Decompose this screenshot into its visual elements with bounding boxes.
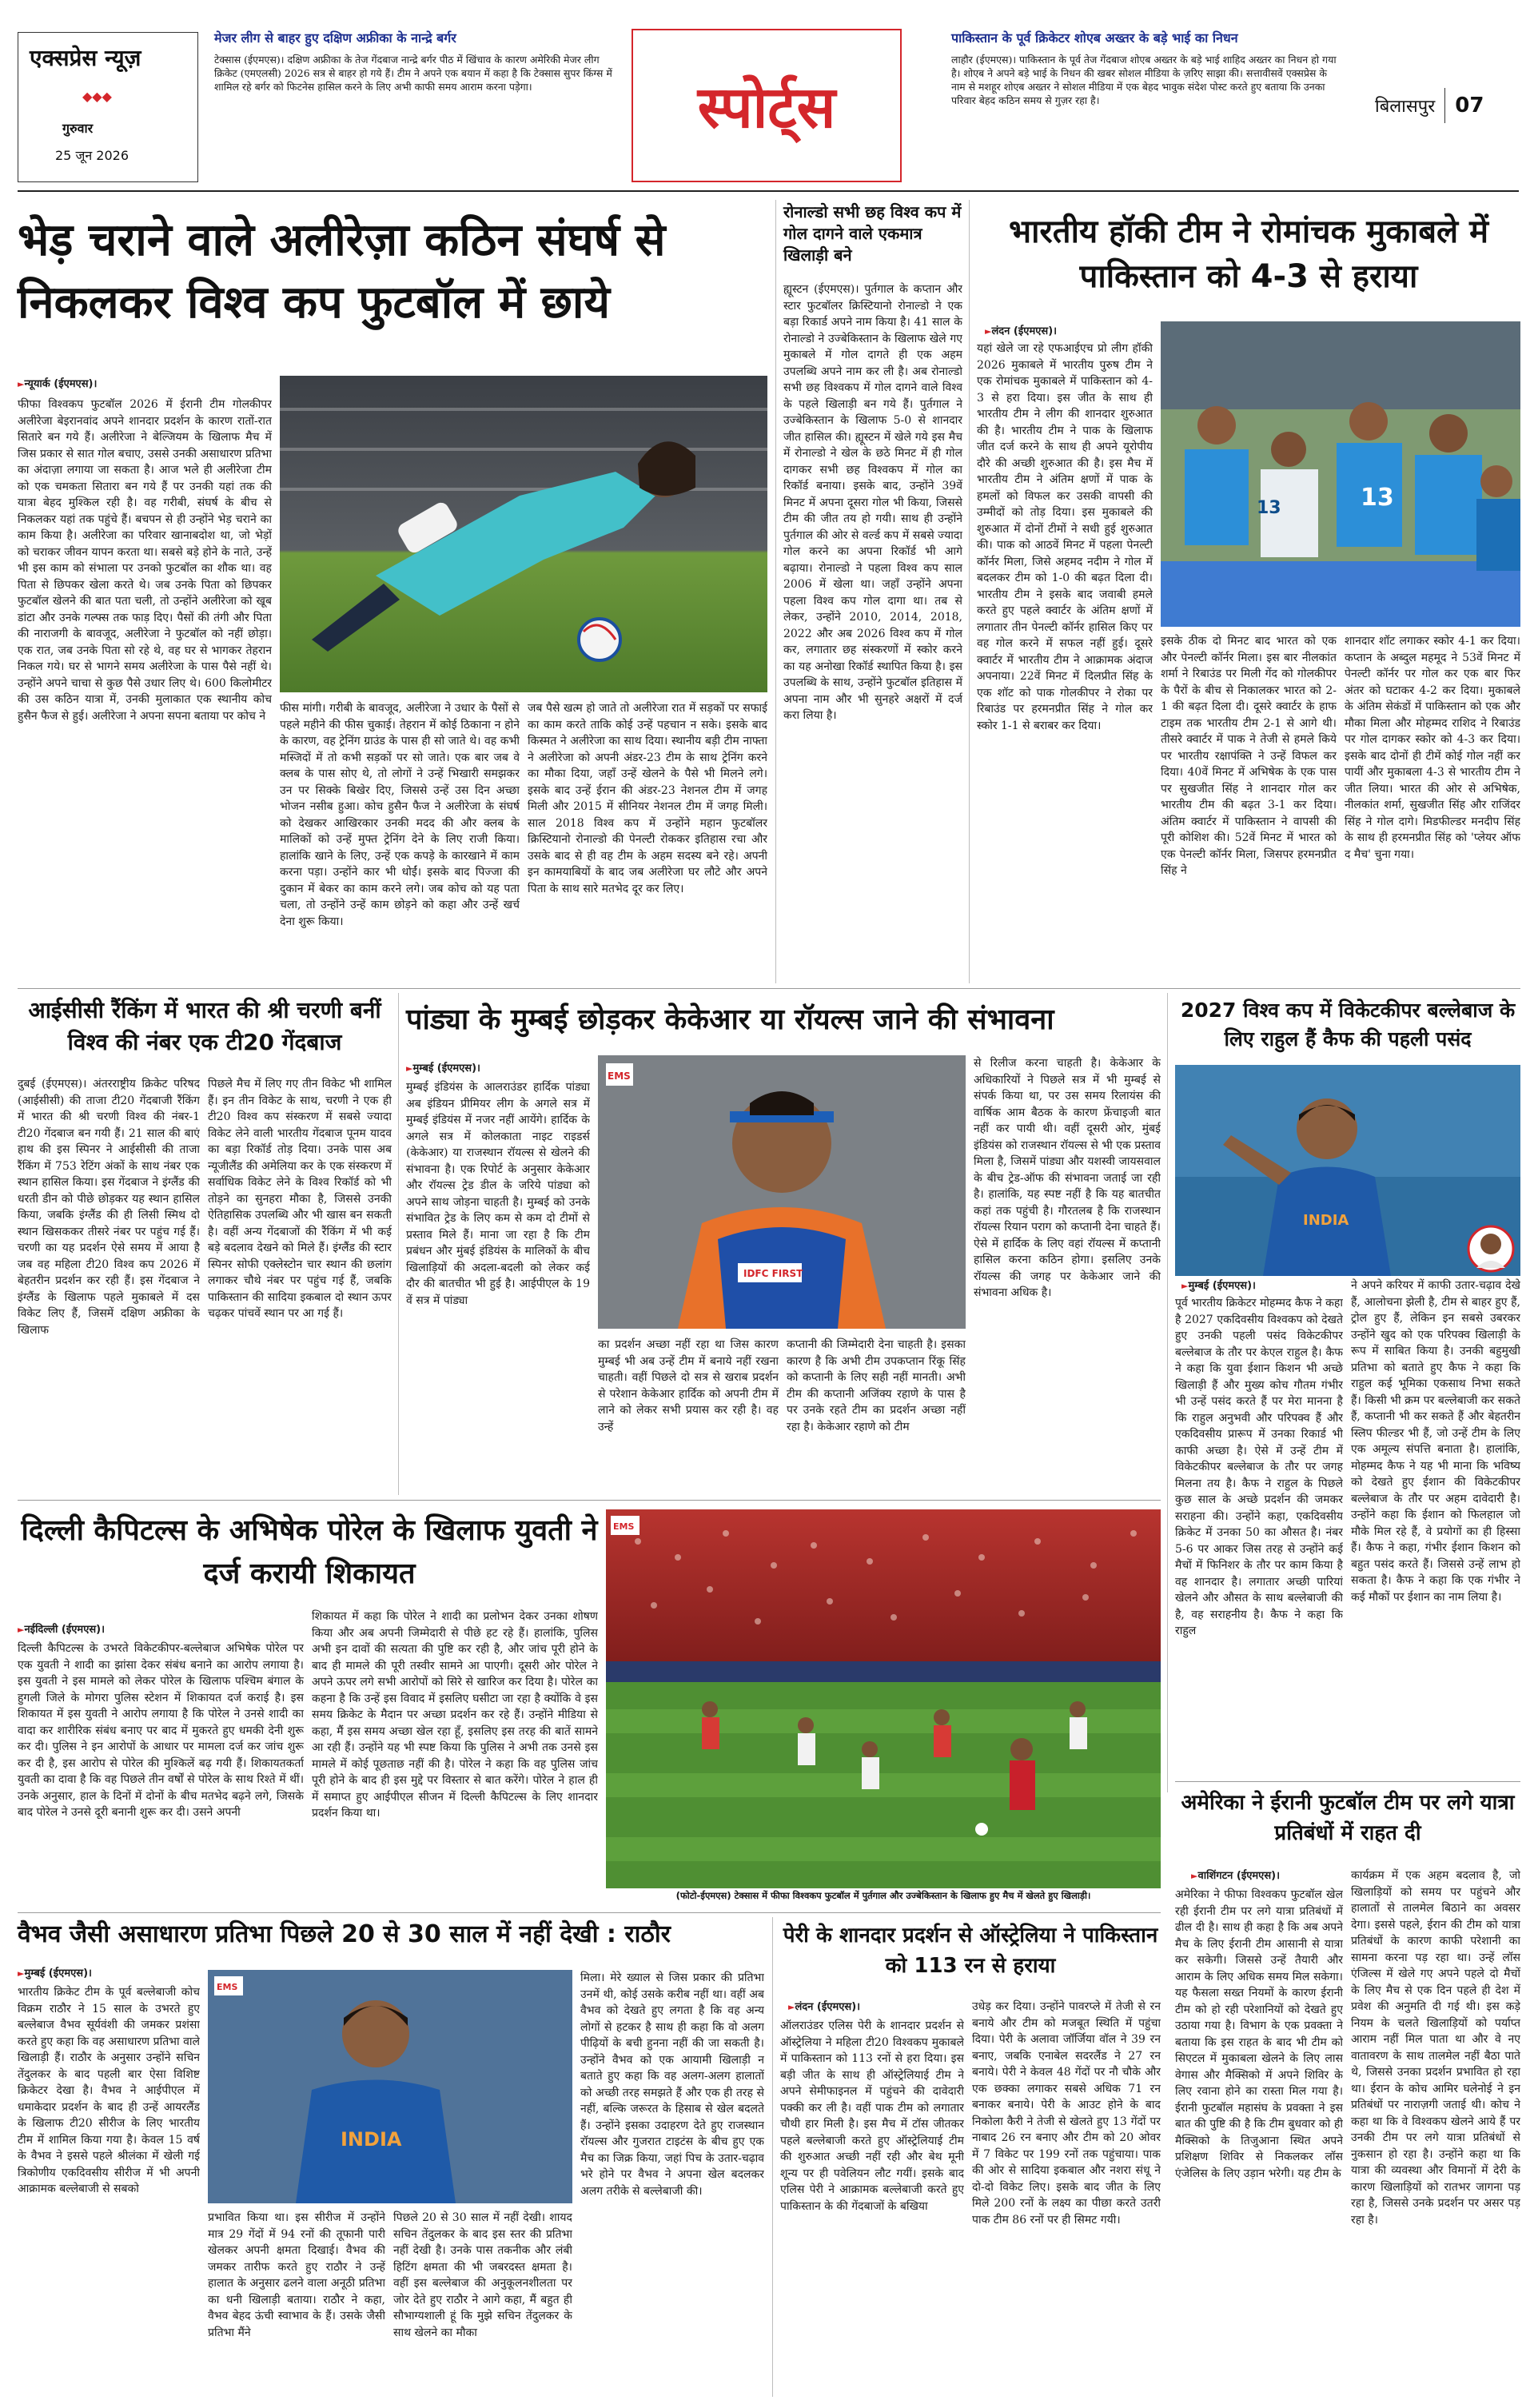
icc-col1: दुबई (ईएमएस)। अंतरराष्ट्रीय क्रिकेट परिषद (आईसीसी) की ताजा टी20 गेंदबाजी रैंकिंग में भारत की श्री चरणी विश्व की नंबर-1 टी20 गेंदबाज बन गयी हैं। 21 साल की बाएं हाथ की इस स्पिनर ने आईसीसी की ताजा रैंकिंग में 753 रेटिंग अंकों के साथ नंबर एक स्थान हासिल किया। इस गेंदबाज ने इंग्लैंड की धरती डीन को पीछे छोड़कर यह स्थान हासिल किया, जबकि इंग्लैंड की ही लिसी स्मिथ दो स्थान खिसककर तीसरे नंबर पर पहुंच गई हैं। चरणी का यह प्रदर्शन ऐसे समय में आया है जब वह महिला टी20 विश्व कप 2026 में बेहतरीन प्रदर्शन कर रही हैं। इस गेंदबाज ने इंग्लैंड के खिलाफ पहले मुकाबले में दस विकेट लिए हैं, जिसमें दक्षिण अफ्रीका के खिलाफ [18, 1078, 200, 1337]
hockey-col3: शानदार शॉट लगाकर स्कोर 4-1 कर दिया। कप्तान के अब्दुल महमूद ने 53वें मिनट में पेनल्टी कॉर्नर पर गोल कर एक बार फिर अंतर को घटाकर 4-2 कर दिया। मुकाबले के अंतिम सेकंडों में पाकिस्तान को एक और मौका मिला और मोहम्मद राशिद ने रिबाउंड पर गोल दागकर स्कोर को 4-3 कर दिया। इसके बाद दोनों ही टीमें कोई गोल नहीं कर पायीं और मुकाबला 4-3 से भारतीय टीम ने जीत लिया। भारत की ओर से अभिषेक, नीलकांत शर्मा, सुखजीत सिंह और राजिंदर सिंह ने गोल दागे। मिडफील्डर मनदीप सिंह के साथ ही हरमनप्रीत सिंह को 'प्लेयर ऑफ द मैच' चुना गया। [1345, 635, 1520, 861]
section-box [632, 29, 902, 182]
svg-text:EMS: EMS [608, 1070, 631, 1082]
porel-col1: दिल्ली कैपिटल्स के उभरते विकेटकीपर-बल्लेबाज अभिषेक पोरेल पर एक युवती ने शादी का झांसा देकर संबंध बनाने का आरोप लगाया है। इस युवती ने इस मामले को लेकर पोरेल के खिलाफ पश्चिम बंगाल के हुगली जिले के मोगरा पुलिस स्टेशन में शिकायत दर्ज कराई है। इस शिकायत में इस युवती ने आरोप लगाया है कि पोरेल ने उनसे शादी का वादा कर शारीरिक संबंध बनाए पर बाद में मुकरते हुए धमकी देनी शुरू कर दी। पुलिस ने इन आरोपों के आधार पर मामला दर्ज कर जांच शुरू कर दी है, इस आरोप से पोरेल की मुश्किलें बढ़ गयी हैं। शिकायतकर्ता युवती का दावा है कि वह पिछले तीन वर्षों से पोरेल के साथ रिश्ते में थीं। उनके अनुसार, हाल के दिनों में दोनों के बीच मतभेद बढ़ने लगे, जिसके बाद पोरेल ने उनसे दूरी बनानी शुरू कर दी। उसने अपनी [18, 1642, 304, 1819]
alireza-col1: फीफा विश्वकप फुटबॉल 2026 में ईरानी टीम गोलकीपर अलीरेजा बेइरानवांद अपने शानदार प्रदर्शन के कारण रातों-रात सितारे बन गये हैं। अलीरेजा ने बेल्जियम के खिलाफ मैच में जिस प्रकार से सात गोल बचाए, उससे उनकी असाधारण प्रतिभा का अंदाज़ा लगाया जा सकता है। आज भले ही अलीरेजा टीम को एक चमकता सितारा बन गये हैं पर उनकी यहां तक की यात्रा बेहद मुश्किल रही है। वह गरीबी, संघर्ष के बीच से निकलकर यहां तक पहुंचे हैं। बचपन से ही उन्होंने भेड़ चराने का काम किया है। अलीरेजा का परिवार खानाबदोश था, जो भेड़ों को चराकर जीवन यापन करता था। सबसे बड़े होने के नाते, उन्हें भी इस काम को संभाला पर उनको फुटबॉल का शौक था। वह पिता से छिपकर खेला करते थे। जब उनके पिता को छिपकर फुटबॉल खेलने की बात पता चली, तो उन्होंने अलीरेजा को खूब डांटा और उनके गल्फ्स तक फाड़ दिए। पैसों की तंगी और पिता की नाराजगी के बावजूद, अलीरेजा ने फुटबॉल को नहीं छोड़ा। एक रात, जब उनके पिता सो रहे थे, वह घर से भागकर तेहरान निकल गये। घर से भागने समय अलीरेजा के पास पैसे नहीं थे। उन्होंने अपने चाचा से कुछ पैसे उधार लिए थे। 600 किलोमीटर की उस कठिन यात्रा में, उनकी मुलाकात एक स्थानीय कोच हुसैन फैज से हुई। अलीरेजा ने अपना सपना बताया पर कोच ने [18, 398, 272, 723]
svg-text:13: 13 [1361, 484, 1394, 512]
rule-row1 [18, 988, 1520, 989]
page-number: 07 [1455, 94, 1484, 118]
brief-left [214, 29, 620, 157]
svg-text:INDIA: INDIA [1303, 1212, 1349, 1229]
icc-headline: आईसीसी रैंकिंग में भारत की श्री चरणी बनीं विश्व की नंबर एक टी20 गेंदबाज [28, 997, 381, 1055]
porel-col2: शिकायत में कहा कि पोरेल ने शादी का प्रलोभन देकर उनका शोषण किया और अब अपनी जिम्मेदारी से पीछे हट रहे हैं। हालांकि, पुलिस अभी इन दावों की सत्यता की पुष्टि कर रही है, और जांच पूरी होने के बाद ही मामले की पूरी तस्वीर सामने आ पाएगी। दूसरी ओर पोरेल ने अपने ऊपर लगे सभी आरोपों को सिरे से खारिज कर दिया है। पोरेल का कहना है कि उन्हें इस विवाद में इसलिए घसीटा जा रहा है क्योंकि वे इस समय क्रिकेट के मैदान पर अच्छा प्रदर्शन कर रहे हैं। उन्होंने मीडिया से कहा, मैं इस समय अच्छा खेल रहा हूँ, इसलिए इस तरह की बातें सामने आ रही हैं। उन्होंने यह भी स्पष्ट किया कि पुलिस ने अभी तक उनसे इस मामले में कोई पूछताछ नहीं की है। पोरेल ने कहा कि वह पुलिस जांच पूरी होने के बाद ही इस मुद्दे पर विस्तार से बात करेंगे। पोरेल ने हाल ही में समाप्त हुए आईपीएल सीजन में दिल्ली कैपिटल्स के लिए शानदार प्रदर्शन किया था। [312, 1610, 598, 1820]
match-photo-caption: (फोटो-ईएमएस) टेक्सास में फीफा विश्वकप फुटबॉल में पुर्तगाल और उज्बेकिस्तान के खिलाफ हुए मैच में खेलते हुए खिलाड़ी। [675, 1890, 1091, 1901]
hockey-col1: यहां खेले जा रहे एफआईएच प्रो लीग हॉकी 2026 मुकाबले में भारतीय पुरुष टीम ने एक रोमांचक मुकाबले में पाकिस्तान को 4-3 से हरा दिया। इस जीत के साथ ही भारतीय टीम ने लीग की शानदार शुरुआत की है। भारतीय टीम ने पाक के खिलाफ जीत दर्ज करने के साथ ही अपने यूरोपीय दौरे की अच्छी शुरुआत की है। इस मैच में भारतीय टीम ने अंतिम क्षणों में पाक के हमलों को विफल कर उसकी वापसी की उम्मीदों को तोड़ दिया। इस मुकाबले की शुरुआत में दोनों टीमों ने सधी हुई शुरुआत की। पाक को आठवें मिनट में पहला पेनल्टी कॉर्नर मिला, जिसे अहमद नदीम ने गोल में बदलकर टीम को 1-0 की बढ़त दिला दी। भारतीय टीम ने इसके बाद जवाबी हमले करते हुए पहले क्वार्टर के अंतिम क्षणों में लगातार तीन पेनल्टी कॉर्नर हासिल किए पर वह गोल करने में सफल नहीं हुई। दूसरे क्वार्टर में भारतीय टीम ने आक्रामक अंदाज अपनाया। 22वें मिनट में दिलप्रीत सिंह के एक शॉट को पाक गोलकीपर ने रोका पर रिबाउंड पर हरमनप्रीत सिंह ने गोल कर स्कोर 1-1 से बराबर कर दिया। [977, 342, 1153, 732]
hockey-photo [1161, 321, 1520, 627]
perry-headline: पेरी के शानदार प्रदर्शन से ऑस्ट्रेलिया ने पाकिस्तान को 113 रन से हराया [783, 1924, 1158, 1978]
brief-left-text: टेक्सास (ईएमएस)। दक्षिण अफ्रीका के तेज गेंदबाज नान्द्रे बर्गर पीठ में खिंचाव के कारण अमेरिकी मेजर लीग क्रिकेट (एमएलसी) 2026 सत्र से बाहर हो गये हैं। टीम ने अपने एक बयान में कहा है कि टेक्सास सुपर किंग्स में शामिल रहे बर्गर को फिटनेस हासिल करने के लिए अभी काफी समय आराम करना पड़ेगा। [214, 54, 612, 93]
porel-headline: दिल्ली कैपिटल्स के अभिषेक पोरेल के खिलाफ युवती ने दर्ज करायी शिकायत [21, 1514, 598, 1590]
issue-date: 25 जून 2026 [55, 148, 129, 163]
iran-headline: अमेरिका ने ईरानी फुटबॉल टीम पर लगे यात्रा प्रतिबंधों में राहत दी [1181, 1791, 1515, 1845]
section-title: स्पोर्ट्स [697, 74, 836, 141]
rule-hockey-left [969, 200, 970, 983]
brief-left-headline: मेजर लीग से बाहर हुए दक्षिण अफ्रीका के नान्द्रे बर्गर [214, 30, 456, 46]
vaibhav-photo [208, 1970, 572, 2203]
city-name: बिलासपुर [1375, 97, 1436, 117]
svg-text:EMS: EMS [613, 1521, 635, 1532]
masthead-rule [18, 190, 1519, 192]
rule-iran-top [1175, 1781, 1520, 1782]
hockey-headline: भारतीय हॉकी टीम ने रोमांचक मुकाबले में पाकिस्तान को 4-3 से हराया [1008, 213, 1489, 295]
rathore-col4: मिला। मेरे ख्याल से जिस प्रकार की प्रतिभा उनमें थी, कोई उसके करीब नहीं था। वहीं अब वैभव को देखते हुए लगता है कि वह अन्य लोगों से हटकर है साथ ही कहा कि वो अलग पीढ़ियों के बची हुनना नहीं की जा सकती है। उन्होंने वैभव को एक आयामी खिलाड़ी न बताते हुए कहा कि वह अलग-अलग हालातों को अच्छी तरह समझते हैं और एक ही तरह से नहीं, बल्कि जरूरत के हिसाब से खेल बदलते हैं। उन्होंने इसका उदाहरण देते हुए राजस्थान रॉयल्स और गुजरात टाइटंस के बीच हुए एक मैच का जिक्र किया, जहां पिच के उतार-चढ़ाव भरे होने पर वैभव ने अपना खेल बदलकर अलग तरीके से बल्लेबाजी की। [580, 1971, 764, 2198]
brand-name: एक्सप्रेस न्यूज़ [30, 45, 141, 71]
brief-right [951, 29, 1343, 157]
pandya-dateline: ► मुम्बई (ईएमएस)। [406, 1060, 480, 1074]
rule-row2 [18, 1500, 1161, 1501]
perry-col2: उधेड़ कर दिया। उन्होंने पावरप्ले में तेजी से रन बनाये और टीम को मजबूत स्थिति में पहुंचा दिया। पेरी के अलावा जॉर्जिया वॉल ने 39 रन बनाए, जबकि एनाबेल सदरलैंड ने 27 रन बनाये। पेरी ने केवल 48 गेंदों पर नौ चौके और एक छक्का लगाकर सबसे अधिक 71 रन बनाकर बनाये। पेरी के आउट होने के बाद निकोला कैरी ने तेजी से खेलते हुए 13 गेंदों पर नाबाद 26 रन बनाए और टीम को 20 ओवर में 7 विकेट पर 199 रनों तक पहुंचाया। पाक की ओर से सादिया इकबाल और नशरा संधू ने दो-दो विकेट लिए। इसके बाद जीत के लिए मिले 200 रनों के लक्ष्य का पीछा करते उतरी पाक टीम 86 रनों पर ही सिमट गयी। [972, 2000, 1161, 2227]
perry-dateline: ► लंदन (ईएमएस)। [788, 1999, 860, 2013]
brief-right-headline: पाकिस्तान के पूर्व क्रिकेटर शोएब अख्तर के बड़े भाई का निधन [951, 30, 1238, 46]
pandya-col3: कप्तानी की जिम्मेदारी देना चाहती है। इसका कारण है कि अभी टीम उपकप्तान रिंकू सिंह को कप्तानी के लिए सही नहीं मानती। अभी टीम की कप्तानी अजिंक्य रहाणे के पास है पर उनके रहते टीम का प्रदर्शन अच्छा नहीं रहा है। केकेआर रहाणे को टीम [787, 1338, 966, 1433]
ronaldo-headline: रोनाल्डो सभी छह विश्व कप में गोल दागने वाले एकमात्र खिलाड़ी बने [783, 202, 962, 265]
issue-day: गुरुवार [62, 121, 94, 136]
rahul-headline: 2027 विश्व कप में विकेटकीपर बल्लेबाज के लिए राहुल हैं कैफ की पहली पसंद [1180, 999, 1516, 1051]
rathore-col2: प्रभावित किया था। इस सीरीज में उन्होंने मात्र 29 गेंदों में 94 रनों की तूफानी पारी खेलकर अपनी क्षमता दिखाई। वैभव की जमकर तारीफ करते हुए राठौर ने उन्हें हालात के अनुसार ढलने वाला अनूठी प्रतिभा का धनी खिलाड़ी बताया। राठौर ने कहा, वैभव बेहद ऊंची स्वाभाव के हैं। उसके जैसी प्रतिभा मैंने [208, 2211, 385, 2339]
page-divider [1444, 88, 1445, 123]
hockey-col2: इसके ठीक दो मिनट बाद भारत को एक और पेनल्टी कॉर्नर मिला। इस बार नीलकांत शर्मा ने रिबाउंड पर मिली गेंद को गोलकीपर के पैरों के बीच से निकालकर भारत को 2-1 की बढ़त दिला दी। दूसरे क्वार्टर के हाफ टाइम तक भारतीय टीम 2-1 से आगे थी। तीसरे क्वार्टर में पाक ने तेजी से हमले किये पर भारतीय रक्षापंक्ति ने उन्हें विफल कर दिया। 40वें मिनट में अभिषेक के एक पास पर सुखजीत सिंह ने शानदार गोल कर भारतीय टीम की बढ़त 3-1 कर दिया। अंतिम क्वार्टर में पाकिस्तान ने वापसी की पूरी कोशिश की। 52वें मिनट में भारत को एक पेनल्टी कॉर्नर मिला, जिसपर हरमनप्रीत सिंह ने [1161, 635, 1337, 877]
rahul-col1: पूर्व भारतीय क्रिकेटर मोहम्मद कैफ ने कहा है 2027 एकदिवसीय विश्वकप को देखते हुए उनकी पहली पसंद विकेटकीपर बल्लेबाज के तौर पर केएल राहुल है। कैफ ने कहा कि युवा ईशान किशन भी अच्छे खिलाड़ी हैं और मुख्य कोच गौतम गंभीर भी उन्हें पसंद करते हैं पर मेरा मानना है कि राहुल अनुभवी और परिपक्व हैं और एकदिवसीय प्रारूप में उनका रिकार्ड भी काफी अच्छा है। ऐसे में उन्हें टीम में विकेटकीपर बल्लेबाज के तौर पर जगह मिलना तय है। कैफ ने राहुल के पिछले कुछ साल के अच्छे प्रदर्शन की जमकर सराहना की। उन्होंने कहा, एकदिवसीय क्रिकेट में उनका 50 का औसत है। नंबर 5-6 पर आकर जिस तरह से उन्होंने कई मैचों में फिनिशर के तौर पर काम किया है वह शानदार है। लगातार अच्छी पारियां खेलने और औसत के साथ बल्लेबाजी की है, वह सराहनीय है। कैफ ने कहा कि राहुल [1175, 1297, 1343, 1637]
rathore-headline: वैभव जैसी असाधारण प्रतिभा पिछले 20 से 30 साल में नहीं देखी : राठौर [18, 1920, 671, 1948]
pandya-col1: मुम्बई इंडियंस के आलराउंडर हार्दिक पांड्या अब इंडियन प्रीमियर लीग के अगले सत्र में मुम्बई इंडियंस में नजर नहीं आयेंगे। हार्दिक के अगले सत्र में कोलकाता नाइट राइडर्स (केकेआर) या राजस्थान रॉयल्स से खेलने की संभावना है। एक रिपोर्ट के अनुसार केकेआर और रॉयल्स ट्रेड डील के जरिये पांड्या को अपने साथ जोड़ना चाहती है। मुम्बई को उनके संभावित ट्रेड के लिए कम से कम दो टीमों से प्रस्ताव मिले हैं। माना जा रहा है कि टीम प्रबंधन और मुंबई इंडियंस के मालिकों के बीच खिलाड़ियों की अदला-बदली को लेकर कई दौर की बातचीत भी हुई है। आईपीएल के 19 वें सत्र में पांड्या [406, 1081, 590, 1307]
rahul-dateline: ► मुम्बई (ईएमएस)। [1181, 1278, 1256, 1292]
svg-text:13: 13 [1257, 498, 1281, 518]
alireza-dateline: ► न्यूयार्क (ईएमएस)। [18, 376, 97, 390]
page-info [1375, 88, 1519, 123]
brand-ornament: ◆◆◆ [82, 89, 112, 104]
alireza-col2: फीस मांगी। गरीबी के बावजूद, अलीरेजा ने उधार के पैसों से पहले महीने की फीस चुकाई। तेहरान में कोई ठिकाना न होने के कारण, वह ट्रेनिंग ग्राउंड के पास ही सो जाते थे। वह कभी मस्जिदों में तो कभी सड़कों पर सो जाते। एक बार जब वे क्लब के पास सोए थे, तो लोगों ने उन्हें भिखारी समझकर उन पर सिक्के बिखेर दिए, जिससे उन्हें उस दिन अच्छा भोजन नसीब हुआ। कोच हुसैन फैज ने अलीरेजा के संघर्ष को देखकर आखिरकार उनकी मदद की और क्लब के मालिकों को उन्हें मुफ्त ट्रेनिंग देने के लिए राजी किया। हालांकि खाने के लिए, उन्हें एक कपड़े के कारखाने में काम करना पड़ा। उन्होंने कार भी धोईं। इसके बाद पिज्जा की दुकान में बेकर का काम करने लगे। जब कोच को यह पता चला, तो उन्होंने उन्हें काम छोड़ने को कहा और उन्हें खर्च देना शुरू किया। [280, 702, 520, 928]
brief-right-text: लाहौर (ईएमएस)। पाकिस्तान के पूर्व तेज गेंदबाज शोएब अख्तर के बड़े भाई शाहिद अख्तर का निधन हो गया है। शोएब ने अपने बड़े भाई के निधन की खबर सोशल मीडिया के ज़रिए साझा की। सत्तावीसवें एक्सप्रेस के नाम से मशहूर शोएब अख्तर ने सोशल मीडिया में एक बेहद भावुक संदेश पोस्ट करते हुए बताया कि उनका परिवार बेहद कठिन समय से गुज़र रहा है। [951, 54, 1337, 106]
pandya-col2: का प्रदर्शन अच्छा नहीं रहा था जिस कारण मुम्बई भी अब उन्हें टीम में बनाये नहीं रखना चाहती। वहीं पिछले दो सत्र से खराब प्रदर्शन से परेशान केकेआर हार्दिक को अपनी टीम में लाने को लेकर सभी प्रयास कर रही है। वह उन्हें [598, 1338, 779, 1433]
rahul-col2: ने अपने करियर में काफी उतार-चढ़ाव देखे हैं, आलोचना झेली है, टीम से बाहर हुए हैं, ट्रोल हुए हैं, लेकिन इन सबसे उबरकर उन्होंने खुद को एक परिपक्व खिलाड़ी के रूप में साबित किया है। उनकी बहुमुखी प्रतिभा को बताते हुए कैफ ने कहा कि राहुल कई भूमिका एकसाथ निभा सकते हैं। किसी भी क्रम पर बल्लेबाजी कर सकते हैं, कप्तानी भी कर सकते हैं और बेहतरीन स्लिप फील्डर भी हैं, जो उन्हें टीम के लिए एक अमूल्य संपत्ति बनाता है। हालांकि, मोहम्मद कैफ ने यह भी माना कि भविष्य को देखते हुए ईशान की विकेटकीपर बल्लेबाज के तौर पर अहम दावेदारी है। उन्होंने कहा कि ईशान को फिलहाल जो मौके मिल रहे हैं, वे प्रयोगों का ही हिस्सा हैं। कैफ ने कहा, गंभीर ईशान किशन को बहुत पसंद करते हैं। जिससे उन्हें लाभ हो सकता है। कैफ ने कहा कि एक गंभीर ने कई मौकों पर ईशान का नाम लिया है। [1351, 1279, 1520, 1604]
pandya-col4: से रिलीज करना चाहती है। केकेआर के अधिकारियों ने पिछले सत्र में भी मुम्बई से संपर्क किया था, पर उस समय रिलायंस की वार्षिक आम बैठक के कारण फ्रेंचाइजी बात नहीं कर पायी थी। वहीं दूसरी ओर, मुंबई इंडियंस को राजस्थान रॉयल्स से भी एक प्रस्ताव मिला है, जिसमें पांड्या और यशस्वी जायसवाल के बीच ट्रेड-ऑफ की संभावना जताई जा रही है। हालांकि, यह स्पष्ट नहीं है कि यह बातचीत कहां तक पहुंची है। गौरतलब है कि राजस्थान रॉयल्स रियान पराग को कप्तानी देना चाहते हैं। ऐसे में हार्दिक के लिए वहां रॉयल्स में कप्तानी हासिल करना कठिन होगा। इसलिए उनके रॉयल्स की जगह पर केकेआर जाने की संभावना अधिक है। [974, 1057, 1161, 1299]
rule-ronaldo-left [775, 200, 776, 983]
rule-row3 [18, 1912, 1161, 1913]
goalkeeper-photo [280, 376, 767, 692]
masthead [0, 0, 1534, 182]
pandya-photo [598, 1055, 966, 1329]
rathore-col3: पिछले 20 से 30 साल में नहीं देखी। शायद सचिन तेंदुलकर के बाद इस स्तर की प्रतिभा नहीं देखी है। उनके पास तकनीक और लंबी हिटिंग क्षमता की भी जबरदस्त क्षमता है। वहीं इस बल्लेबाज की अनुकूलनशीलता पर जोर देते हुए राठौर ने आगे कहा, मैं बहुत ही सौभाग्यशाली हूं कि मुझे सचिन तेंदुलकर के साथ खेलने का मौका [393, 2211, 572, 2339]
porel-dateline: ► नईदिल्ली (ईएमएस)। [18, 1621, 105, 1636]
rule-pandya-left [398, 993, 399, 1495]
icc-col2: पिछले मैच में लिए गए तीन विकेट भी शामिल हैं। इन तीन विकेट के साथ, चरणी ने एक ही टी20 विश्व कप संस्करण में सबसे ज्यादा विकेट लेने वाली भारतीय गेंदबाज पूनम यादव का बड़ा रिकॉर्ड तोड़ दिया। उनके पास अब न्यूजीलैंड की अमेलिया कर के एक संस्करण में सर्वाधिक विकेट लेने के विश्व रिकॉर्ड को भी तोड़ने का सुनहरा मौका है, जिससे उनकी ऐतिहासिक उपलब्धि और भी खास बन सकती है। वहीं अन्य गेंदबाजों की रैंकिंग में भी कई बड़े बदलाव देखने को मिले हैं। इंग्लैंड की स्टार स्पिनर सोफी एक्लेस्टोन चार स्थान की छलांग लगाकर चौथे नंबर पर पहुंच गई हैं, जबकि पाकिस्तान की सादिया इकबाल दो स्थान ऊपर चढ़कर पांचवें स्थान पर आ गई हैं। [208, 1078, 392, 1320]
rahul-photo [1175, 1065, 1520, 1276]
ronaldo-lead: ह्यूस्टन (ईएमएस)। पुर्तगाल के कप्तान और स्टार फुटबॉलर क्रिस्टियानो रोनाल्डो ने एक बड़ा रिकार्ड अपने नाम किया है। 41 साल के रोनाल्डो ने उज्बेकिस्तान के खिलाफ खेले गए मुकाबले में गोल दागते ही एक अहम उपलब्धि अपने नाम कर ली है। अब रोनाल्डो सभी छह विश्वकप में गोल दागने वाले विश्व के पहले खिलाड़ी बन गये हैं। पुर्तगाल ने उज्बेकिस्तान के खिलाफ 5-0 से शानदार जीत हासिल की। ह्यूस्टन में खेले गये इस मैच में रोनाल्डो ने खेल के छठे मिनट में ही गोल दागकर सभी छह विश्वकप में गोल का रिकॉर्ड बनाया। इसके बाद, उन्होंने 39वें मिनट में अपना दूसरा गोल भी किया, जिससे टीम की जीत तय हो गयी। साथ ही उन्होंने पुर्तगाल की ओर से वर्ल्ड कप में सबसे ज्यादा गोल करने का अपना रिकॉर्ड भी आगे बढ़ाया। रोनाल्डो ने पहला विश्व कप साल 2006 में खेला था। जहाँ उन्होंने अपना पहला विश्व कप गोल दागा था। तब से लेकर, उन्होंने 2010, 2014, 2018, 2022 और अब 2026 विश्व कप में गोल कर, लगातार छह संस्करणों में स्कोर करने का यह अनोखा रिकॉर्ड स्थापित किया है। इस उपलब्धि के साथ, उन्होंने फुटबॉल इतिहास में अपना नाम और भी सुनहरे अक्षरों में दर्ज करा लिया है। [783, 283, 962, 722]
rathore-dateline: ► मुम्बई (ईएमएस)। [18, 1965, 92, 1979]
iran-dateline: ► वाशिंगटन (ईएमएस)। [1191, 1868, 1280, 1882]
iran-col2: कार्यक्रम में एक अहम बदलाव है, जो खिलाड़ियों को समय पर पहुंचने और हालातों से तालमेल बिठाने का अवसर देगा। इससे पहले, ईरान की टीम को यात्रा प्रतिबंधों के कारण काफी परेशानी का सामना करना पड़ रहा था। उन्हें लॉस एंजिल्स में खेले गए अपने पहले दो मैचों के लिए मैच से एक दिन पहले ही देश में प्रवेश की अनुमति दी गई थी। इस कड़े नियम के चलते खिलाड़ियों को पर्याप्त आराम नहीं मिल पाता था और वे नए वातावरण के साथ तालमेल नहीं बैठा पाते थे, जिससे उनका प्रदर्शन प्रभावित हो रहा था। ईरान के कोच आमिर घलेनोई ने इन प्रतिबंधों पर नाराज़गी जताई थी। कोच ने कहा था कि वे विश्वकप खेलने आये हैं पर उनकी टीम पर लगे यात्रा प्रतिबंधों से नुकसान हो रहा है। उन्होंने कहा था कि यात्रा की व्यवस्था और विमानों में देरी के कारण खिलाड़ियों को रातभर जागना पड़ रहा है, जिससे उनके प्रदर्शन पर असर पड़ रहा है। [1351, 1869, 1520, 2227]
svg-text:INDIA: INDIA [341, 2128, 402, 2151]
pandya-headline: पांड्या के मुम्बई छोड़कर केकेआर या रॉयल्स जाने की संभावना [406, 1003, 1054, 1036]
alireza-col3: जब पैसे खत्म हो जाते तो अलीरेजा रात में सड़कों पर सफाई का काम करते ताकि कोई उन्हें पहचान न सके। इसके बाद किस्मत ने अलीरेजा का साथ दिया। स्थानीय बड़ी टीम नाफ्ता ने अलीरेजा को अपनी अंडर-23 टीम के साथ ट्रेनिंग करने का मौका दिया, जहाँ उन्हें खेलने के पैसे भी मिलने लगे। इसके बाद उन्हें ईरान की अंडर-23 नेशनल टीम में जगह मिली और 2015 में सीनियर नेशनल टीम में जगह मिली। साल 2018 विश्व कप में उन्होंने महान फुटबॉलर क्रिस्टियानो रोनाल्डो की पेनल्टी रोककर इतिहास रचा और उसके बाद से ही वह टीम के अहम सदस्य बने रहे। अपनी इन कामयाबियों के बाद जब अलीरेजा घर लौटे और अपने पिता के साथ सारे मतभेद दूर कर लिए। [528, 702, 767, 895]
alireza-headline: भेड़ चराने वाले अलीरेज़ा कठिन संघर्ष से निकलकर विश्व कप फुटबॉल में छाये [18, 214, 666, 329]
rule-rahul-left [1167, 993, 1168, 1792]
rathore-col1: भारतीय क्रिकेट टीम के पूर्व बल्लेबाजी कोच विक्रम राठौर ने 15 साल के उभरते हुए बल्लेबाज वैभव सूर्यवंशी की जमकर प्रशंसा करते हुए कहा कि वह असाधारण प्रतिभा वाले खिलाड़ी हैं। राठौर के अनुसार उन्होंने सचिन तेंदुलकर के बाद पहली बार ऐसा विशिष्ट क्रिकेटर देखा है। वैभव ने आईपीएल में धमाकेदार प्रदर्शन के बाद ही उन्हें आयरलैंड के खिलाफ टी20 सीरीज के लिए भारतीय टीम में शामिल किया गया है। केवल 15 वर्ष के वैभव ने इससे पहले श्रीलंका में खेली गई त्रिकोणीय एकदिवसीय सीरीज में भी अपनी आक्रामक बल्लेबाजी से सबको [18, 1986, 200, 2195]
svg-text:EMS: EMS [217, 1982, 238, 1992]
svg-text:IDFC FIRST: IDFC FIRST [743, 1268, 803, 1279]
football-match-photo [606, 1509, 1161, 1888]
hockey-dateline: ► लंदन (ईएमएस)। [985, 323, 1057, 337]
iran-col1: अमेरिका ने फीफा विश्वकप फुटबॉल खेल रही ईरानी टीम पर लगे यात्रा प्रतिबंधों में ढील दी है। साथ ही कहा है कि अब अपने मैच के लिए ईरानी टीम आसानी से यात्रा कर सकेगी। जिससे उन्हें तैयारी और आराम के लिए अधिक समय मिल सकेगा। यह फैसला सख्त नियमों के कारण ईरानी टीम को हो रही परेशानियों को देखते हुए उठाया गया है। विभाग के एक प्रवक्ता ने बताया कि इस राहत के बाद भी टीम को सिएटल में मुकाबला खेलने के लिए लास वेगास और मैक्सिको में अपने शिविर के लिए रवाना होने का रास्ता मिल गया है। ईरानी फुटबॉल महासंघ के प्रवक्ता ने इस बात की पुष्टि की है कि टीम बुधवार को ही मैक्सिको के तिजुआना स्थित अपने प्रशिक्षण शिविर से निकलकर लॉस एंजेलिस के लिए उड़ान भरेगी। यह टीम के [1175, 1888, 1343, 2180]
perry-col1: ऑलराउंडर एलिस पेरी के शानदार प्रदर्शन से ऑस्ट्रेलिया ने महिला टी20 विश्वकप मुकाबले में पाकिस्तान को 113 रनों से हरा दिया। इस बड़ी जीत के साथ ही ऑस्ट्रेलियाई टीम ने अपने सेमीफाइनल में पहुंचने की दावेदारी पक्की कर ली है। वहीं पाक टीम को लगातार चौथी हार मिली है। इस मैच में टॉस जीतकर पहले बल्लेबाजी करते हुए ऑस्ट्रेलियाई टीम की शुरुआत अच्छी नहीं रही और बेथ मूनी शून्य पर ही पवेलियन लौट गयीं। इसके बाद एलिस पेरी ने आक्रामक बल्लेबाजी करते हुए पाकिस्तान के की गेंदबाजों के बखिया [780, 2019, 964, 2213]
rule-perry-left [772, 1917, 773, 2397]
brand-box [18, 32, 198, 182]
